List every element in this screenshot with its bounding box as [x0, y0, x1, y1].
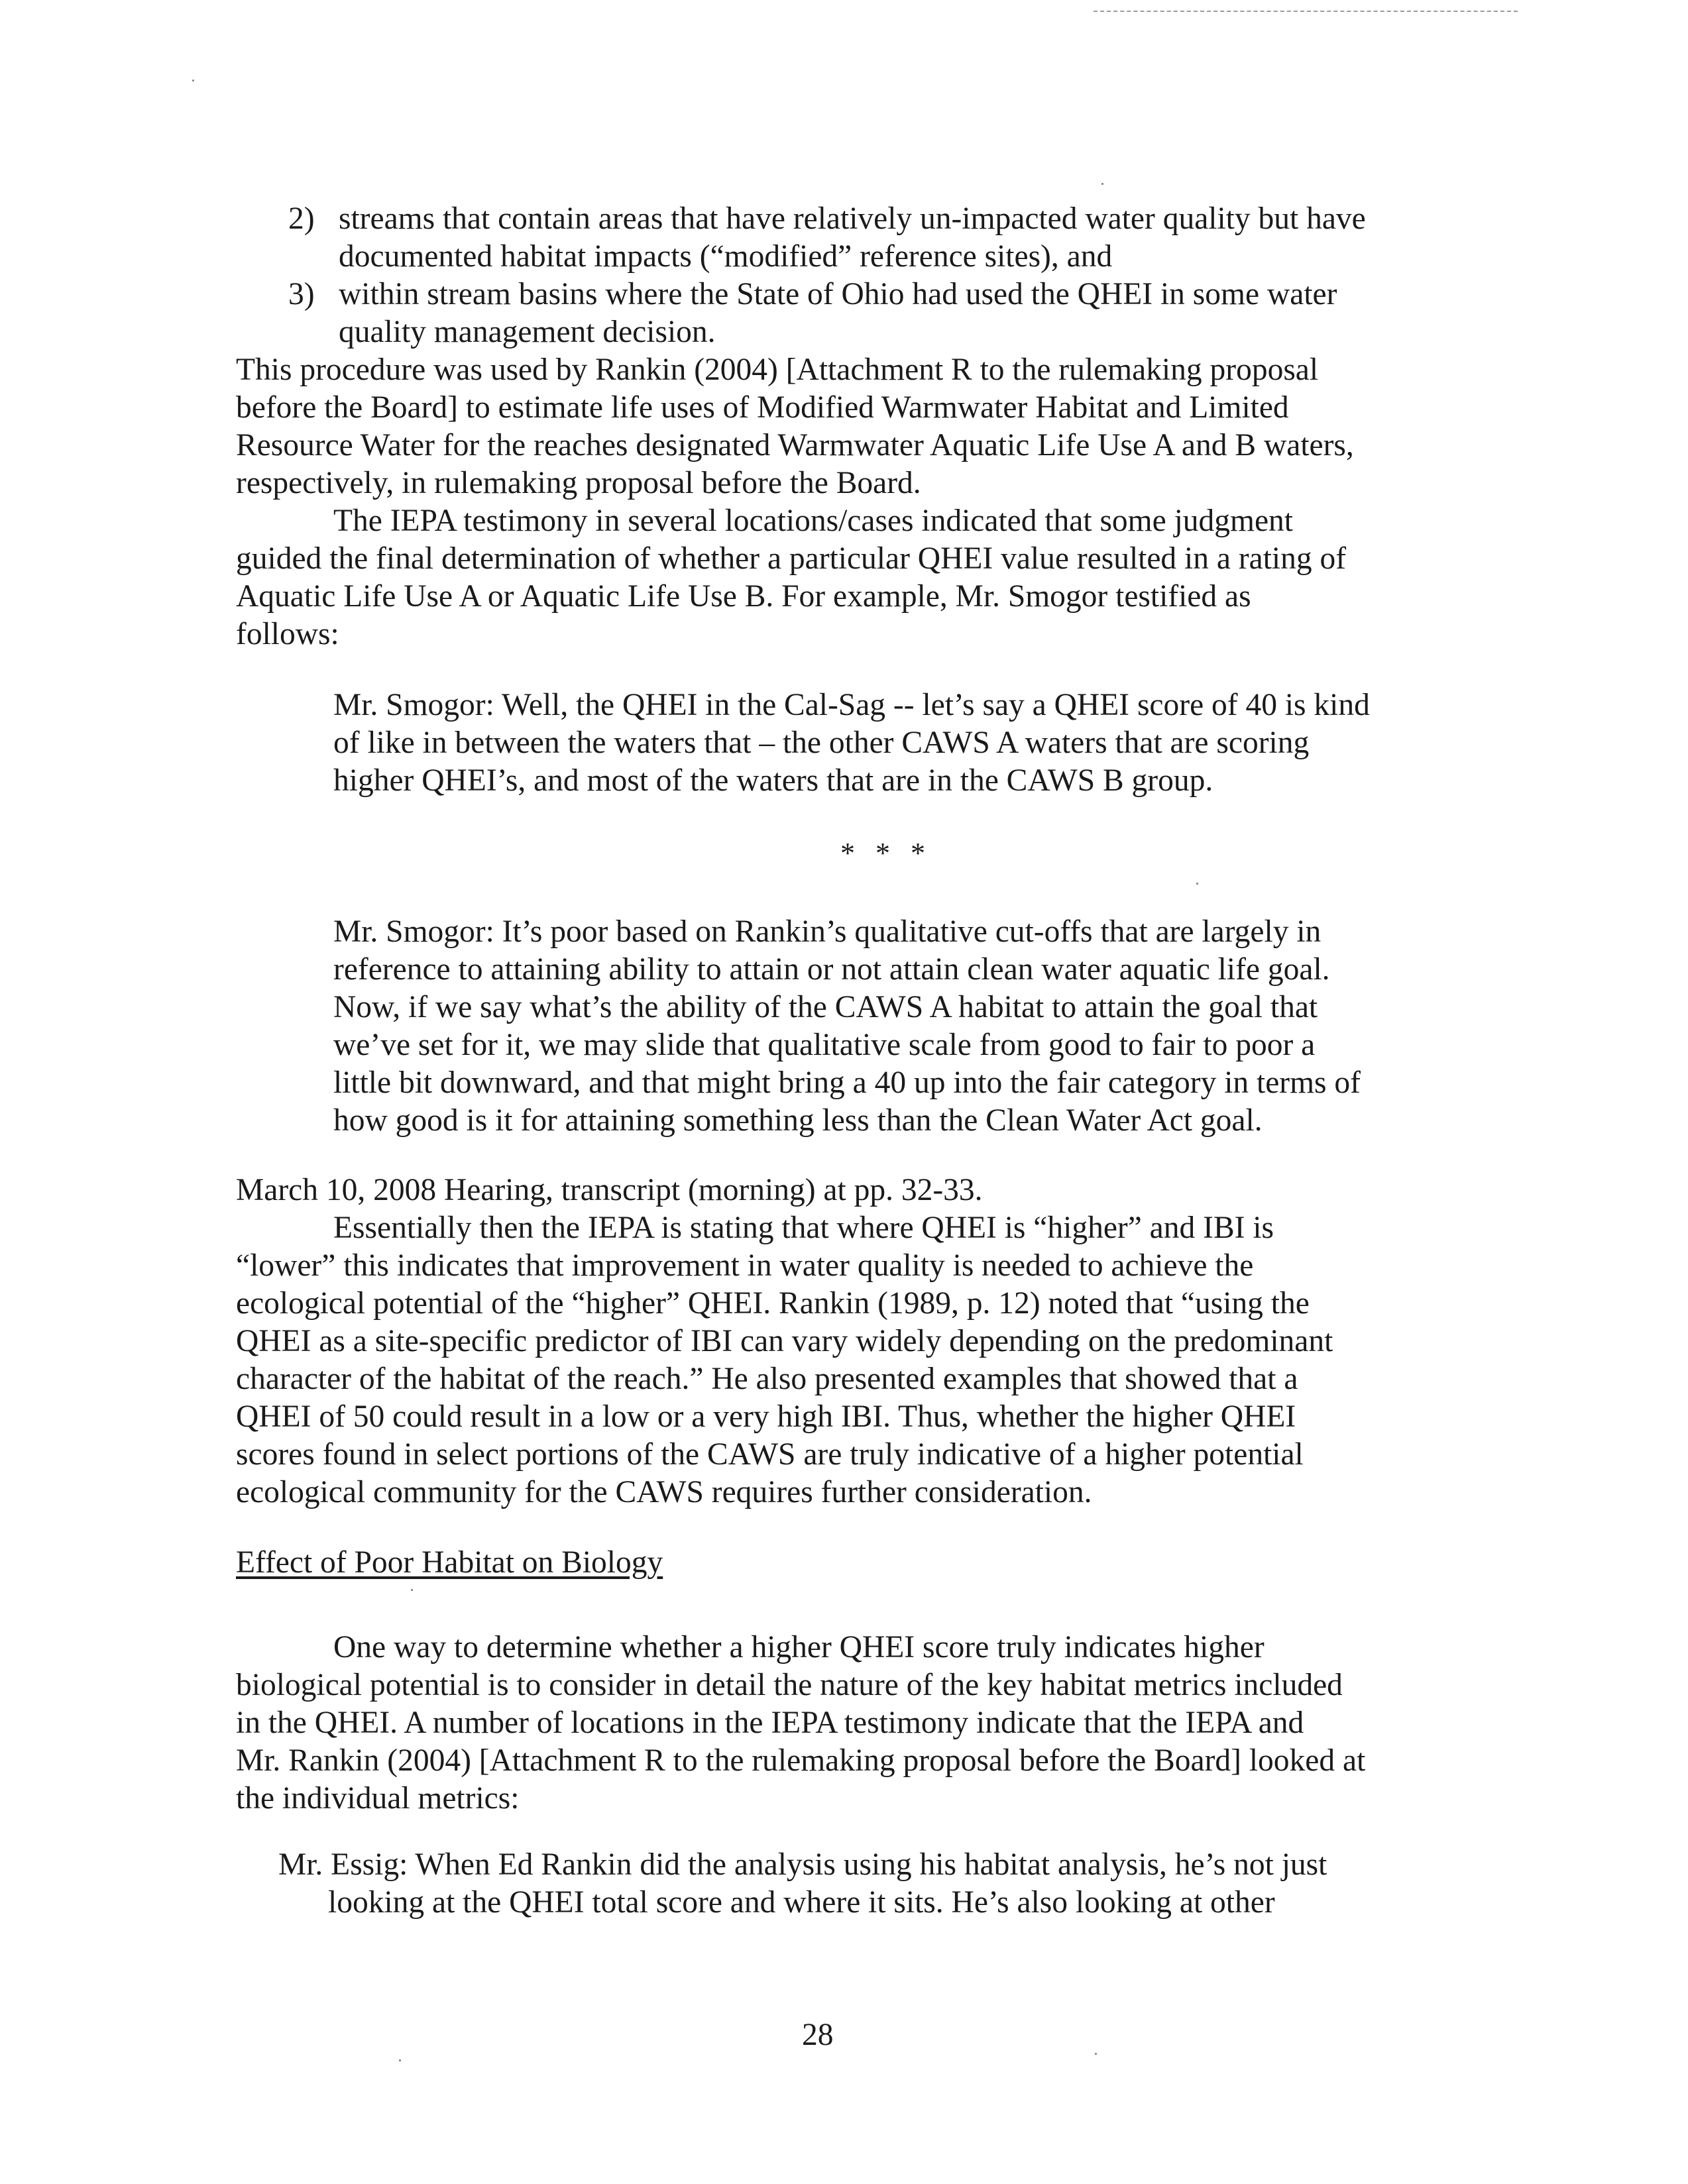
paragraph-essentially: “lower” this indicates that improvement in water quality is needed to achieve the ecological potential of the “higher” QHEI. Rankin (1989, p. 12) noted that “using the QHEI as a site-specific predictor of IBI can vary widely depending on the predominant character of the habitat of the reach.” He also presented examples that showed that a QHEI of 50 could result in a low or a very high IBI. Thus, whether the higher QHEI scores found in select portions of the CAWS are truly indicative of a higher potential ecological community for the CAWS requires further consideration.	[236, 1248, 1333, 1509]
scan-speck	[399, 2059, 401, 2061]
section-heading: Effect of Poor Habitat on Biology	[236, 1545, 663, 1580]
list-item-text: streams that contain areas that have relatively un-impacted water quality but have documented habitat impacts (“modified” reference sites), and	[339, 201, 1366, 274]
paragraph-essentially-first-line: Essentially then the IEPA is stating that where QHEI is “higher” and IBI is	[333, 1211, 1274, 1245]
scan-speck	[192, 80, 194, 82]
scan-speck	[1101, 183, 1103, 185]
list-item-number: 2)	[288, 201, 315, 236]
list-item	[288, 276, 1415, 351]
list-item-number: 3)	[288, 277, 315, 311]
paragraph-one-way: biological potential is to consider in detail the nature of the key habitat metrics included in the QHEI. A number of locations in the IEPA testimony indicate that the IEPA and Mr. Rankin (2004) [Attachment R to the rulemaking proposal before the Board] looked at the individual metrics:	[236, 1668, 1366, 1816]
block-quote-smogor-1: Mr. Smogor: Well, the QHEI in the Cal-Sag -- let’s say a QHEI score of 40 is kind of like in between the waters that – the other CAWS A waters that are scoring higher QHEI’s, and most of the waters that are in the CAWS B group.	[333, 688, 1370, 798]
block-quote-essig-first-line: Mr. Essig: When Ed Rankin did the analysis using his habitat analysis, he’s not just	[278, 1847, 1327, 1882]
paragraph-iepa-first-line: The IEPA testimony in several locations/cases indicated that some judgment	[333, 504, 1294, 538]
paragraph-iepa: guided the final determination of whether a particular QHEI value resulted in a rating of Aquatic Life Use A or Aquatic Life Use B. For example, Mr. Smogor testified as follows:	[236, 541, 1347, 651]
scan-artifact-line	[1094, 11, 1518, 12]
block-quote-smogor-2: Mr. Smogor: It’s poor based on Rankin’s qualitative cut-offs that are largely in reference to attaining ability to attain or not attain clean water aquatic life goal. Now, if we say what’s the ability of the CAWS A habitat to attain the goal that we’ve set for it, we may slide that qualitative scale from good to fair to poor a little bit downward, and that might bring a 40 up into the fair category in terms of how good is it for attaining something less than the Clean Water Act goal.	[333, 914, 1361, 1138]
paragraph-procedure: This procedure was used by Rankin (2004) [Attachment R to the rulemaking proposal before the Board] to estimate life uses of Modified Warmwater Habitat and Limited Resource Water for the reaches designated Warmwater Aquatic Life Use A and B waters, respectively, in rulemaking proposal before the Board.	[236, 353, 1354, 500]
section-separator: * * *	[840, 837, 932, 869]
scan-speck	[411, 1589, 413, 1591]
list-item	[288, 200, 1415, 276]
list-item-text: within stream basins where the State of Ohio had used the QHEI in some water quality management decision.	[339, 277, 1337, 349]
block-quote-essig: looking at the QHEI total score and where it sits. He’s also looking at other	[328, 1885, 1275, 1920]
scan-speck	[1095, 2053, 1097, 2055]
page-number: 28	[802, 2018, 834, 2052]
scan-speck	[1196, 883, 1198, 885]
citation: March 10, 2008 Hearing, transcript (morning) at pp. 32-33.	[236, 1173, 983, 1207]
paragraph-one-way-first-line: One way to determine whether a higher QHEI score truly indicates higher	[333, 1630, 1265, 1665]
